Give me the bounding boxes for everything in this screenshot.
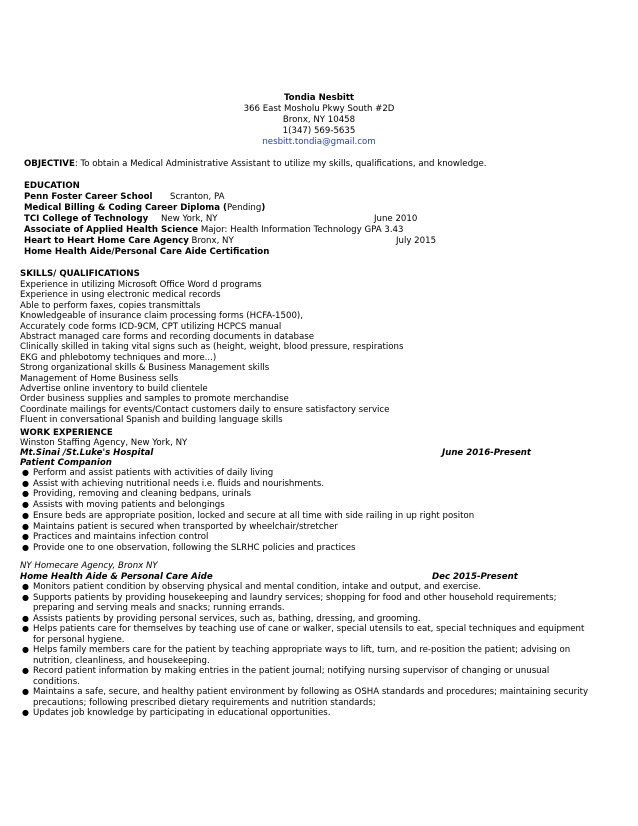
skill-item: Accurately code forms ICD-9CM, CPT utilizing HCPCS manual <box>20 321 282 332</box>
duty-item: Perform and assist patients with activities of daily living <box>33 468 274 478</box>
skill-item: EKG and phlebotomy techniques and more...) <box>20 352 217 363</box>
duty-item: Providing, removing and cleaning bedpans, urinals <box>33 489 251 500</box>
skill-item: Fluent in conversational Spanish and building language skills <box>20 415 283 426</box>
bullet-icon: ● <box>22 624 29 633</box>
bullet-icon: ● <box>22 645 29 654</box>
duty-item-line: Maintains a safe, secure, and healthy patient environment by following as OSHA standards and procedures; maintaining security <box>33 687 589 697</box>
bullet-icon: ● <box>22 489 29 499</box>
duty-item: Assist with achieving nutritional needs i.e. fluids and nourishments. <box>33 478 325 489</box>
duty-item: Provide one to one observation, following the SLRHC policies and practices <box>33 542 356 553</box>
duty-item-line: preparing and serving meals and snacks; running errands. <box>33 603 285 613</box>
objective-label: OBJECTIVE <box>24 159 75 169</box>
phone-number: 1(347) 569-5635 <box>282 126 356 136</box>
job-1-title: Patient Companion <box>20 458 112 468</box>
skill-item: Order business supplies and samples to promote merchandise <box>20 394 289 405</box>
address-line-1: 366 East Mosholu Pkwy South #2D <box>243 104 395 114</box>
job-1-dates: June 2016-Present <box>442 448 532 458</box>
bullet-icon: ● <box>22 582 29 591</box>
duty-item: Ensure beds are appropriate position, locked and secure at all time with side railing in up right positon <box>33 510 475 521</box>
school-2-name: TCI College of Technology <box>24 214 149 224</box>
school-1-status: Pending <box>226 203 262 213</box>
duty-item-line: nutrition, cleanliness, and housekeeping. <box>33 655 210 666</box>
bullet-icon: ● <box>22 708 29 717</box>
duty-item-line: Assists patients by providing personal services, such as, bathing, dressing, and grooming. <box>33 613 421 624</box>
email-link[interactable]: nesbitt.tondia@gmail.com <box>262 137 376 147</box>
candidate-name: Tondia Nesbitt <box>283 93 355 103</box>
skill-item: Strong organizational skills & Business Management skills <box>20 363 270 374</box>
duty-item-line: Record patient information by making entries in the patient journal; notifying nursing supervisor of changing or unusual <box>33 666 550 676</box>
skills-heading: SKILLS/ QUALIFICATIONS <box>20 269 140 279</box>
duty-item-line: Supports patients by providing housekeeping and laundry services; shopping for food and other household requirements; <box>33 592 557 603</box>
skill-item: Knowledgeable of insurance claim processing forms (HCFA-1500), <box>20 311 304 322</box>
bullet-icon: ● <box>22 478 29 488</box>
skill-item: Abstract managed care forms and recording documents in database <box>20 332 315 342</box>
objective-line <box>24 159 487 170</box>
job-2-dates: Dec 2015-Present <box>432 572 518 582</box>
duty-item-line: Helps patients care for themselves by teaching use of cane or walker, special utensils to eat, special techniques and equipment <box>33 624 585 634</box>
school-1-degree-close: ) <box>261 203 266 213</box>
job-1-agency: Winston Staffing Agency, New York, NY <box>20 438 188 448</box>
duty-item-line: for personal hygiene. <box>33 634 125 645</box>
skill-item: Management of Home Business sells <box>20 373 179 384</box>
bullet-icon: ● <box>22 500 29 510</box>
duty-item-line: Monitors patient condition by observing physical and mental condition, intake and output, and exercise. <box>33 582 481 592</box>
work-heading: WORK EXPERIENCE <box>20 428 113 438</box>
bullet-icon: ● <box>22 613 29 623</box>
skill-item: Able to perform faxes, copies transmittals <box>20 300 201 311</box>
address-line-2: Bronx, NY 10458 <box>282 115 356 125</box>
degree-2-major: Major: Health Information Technology GPA 3.43 <box>198 225 404 235</box>
skill-item: Advertise online inventory to build clientele <box>20 384 208 394</box>
duty-item-line: Updates job knowledge by participating in educational opportunities. <box>33 708 331 718</box>
school-1-name: Penn Foster Career School <box>24 192 153 202</box>
school-3-date: July 2015 <box>396 236 437 246</box>
objective-text: : To obtain a Medical Administrative Assistant to utilize my skills, qualifications, and knowledge. <box>74 159 487 169</box>
bullet-icon: ● <box>22 468 29 477</box>
bullet-icon: ● <box>22 666 29 675</box>
bullet-icon: ● <box>22 542 29 552</box>
education-heading: EDUCATION <box>24 181 80 191</box>
school-2-location: New York, NY <box>161 214 218 224</box>
skill-item: Coordinate mailings for events/Contact customers daily to ensure satisfactory service <box>20 404 390 415</box>
school-3-location: Bronx, NY <box>188 236 234 246</box>
duty-item-line: Helps family members care for the patient by teaching appropriate ways to lift, turn, and re-position the patient; advising on <box>33 645 571 655</box>
skill-item: Clinically skilled in taking vital signs such as (height, weight, blood pressure, respirations <box>20 342 404 353</box>
duty-item: Assists with moving patients and belongings <box>33 500 225 511</box>
school-3-certification: Home Health Aide/Personal Care Aide Certification <box>24 247 270 257</box>
skill-item: Experience in utilizing Microsoft Office Word d programs <box>20 280 262 290</box>
bullet-icon: ● <box>22 532 29 542</box>
bullet-icon: ● <box>22 687 29 696</box>
school-1-degree-text: Medical Billing & Coding Career Diploma ( <box>24 203 227 213</box>
duty-item-line: precautions; following prescribed dietary requirements and nutrition standards; <box>33 697 376 708</box>
job-2-agency: NY Homecare Agency, Bronx NY <box>20 561 158 571</box>
duty-item: Practices and maintains infection control <box>33 532 209 543</box>
school-3-name: Heart to Heart Home Care Agency <box>24 236 189 246</box>
duty-item-line: conditions. <box>33 676 80 687</box>
duty-item: Maintains patient is secured when transported by wheelchair/stretcher <box>33 521 338 532</box>
job-2-title: Home Health Aide & Personal Care Aide <box>20 572 213 582</box>
school-2-date: June 2010 <box>374 214 418 224</box>
school-1-degree <box>24 203 265 214</box>
school-1-location: Scranton, PA <box>170 192 225 202</box>
degree-2-line <box>24 225 404 236</box>
job-1-employer: Mt.Sinai /St.Luke's Hospital <box>20 448 154 458</box>
school-3-line <box>24 236 234 247</box>
degree-2-name: Associate of Applied Health Science <box>24 225 199 235</box>
bullet-icon: ● <box>22 521 29 531</box>
bullet-icon: ● <box>22 592 29 602</box>
bullet-icon: ● <box>22 510 29 520</box>
skill-item: Experience in using electronic medical records <box>20 290 221 301</box>
